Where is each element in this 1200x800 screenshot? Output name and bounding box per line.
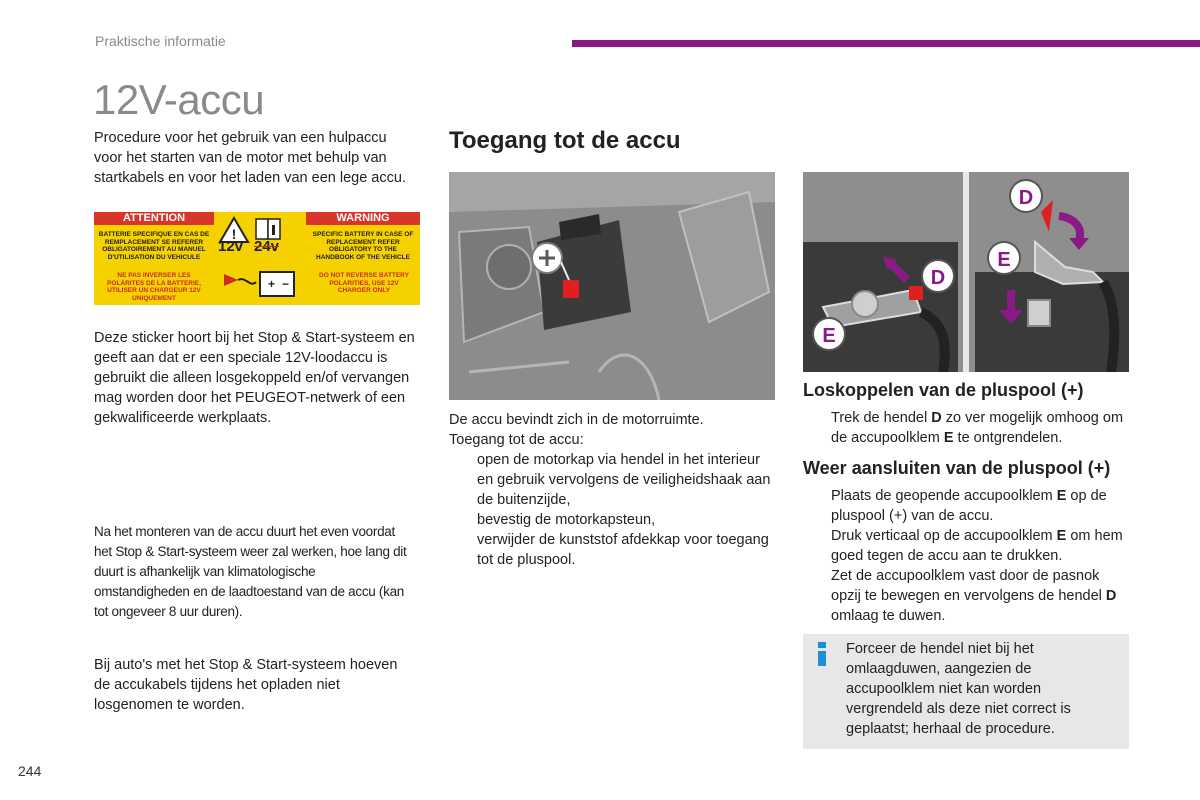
svg-text:E: E bbox=[997, 249, 1011, 271]
list-item: bevestig de motorkapsteun, bbox=[477, 512, 656, 528]
info-text: Forceer de hendel niet bij het omlaagduwen, aangezien de accupoolklem niet kan worden vergrendeld als deze niet correct is geplaatst; herhaal de procedure. bbox=[846, 641, 1071, 737]
access-heading: Toegang tot de accu bbox=[449, 127, 681, 154]
list-item: verwijder de kunststof afdekkap voor toegang tot de pluspool. bbox=[477, 532, 769, 568]
list-item: Trek de hendel D zo ver mogelijk omhoog om de accupoolklem E te ontgrendelen. bbox=[831, 410, 1124, 446]
positive-terminal-cap bbox=[563, 280, 579, 298]
list-item: Zet de accupoolklem vast door de pasnok opzij te bewegen en vervolgens de hendel D omlaag te duwen. bbox=[831, 568, 1117, 624]
info-box bbox=[803, 634, 1129, 749]
restart-note: Na het monteren van de accu duurt het even voordat het Stop & Start-systeem weer zal werken, hoe lang dit duurt is afhankelijk van klimatologische omstandigheden en de laadtoestand van de accu (kan tot ongeveer 8 uur duren). bbox=[94, 524, 407, 619]
info-icon bbox=[816, 642, 830, 668]
reconnect-heading: Weer aansluiten van de pluspool (+) bbox=[803, 458, 1111, 478]
sticker-en-bottom: DO NOT REVERSE BATTERY POLARITIES, USE 12V CHARGER ONLY bbox=[319, 272, 409, 294]
sticker-explanation: Deze sticker hoort bij het Stop & Start-systeem en geeft aan dat er een speciale 12V-loodaccu is gebruikt die alleen losgekoppeld en/of vervangen mag worden door het PEUGEOT-netwerk of een gekwalificeerde werkplaats. bbox=[94, 330, 415, 426]
header-accent-bar bbox=[572, 40, 1200, 47]
charging-note: Bij auto's met het Stop & Start-systeem hoeven de accukabels tijdens het opladen niet losgenomen te worden. bbox=[94, 657, 398, 713]
sticker-attention: ATTENTION bbox=[94, 212, 214, 225]
list-item: Druk verticaal op de accupoolklem E om hem goed tegen de accu aan te drukken. bbox=[831, 528, 1123, 564]
sticker-fr-bottom: NE PAS INVERSER LES POLARITES DE LA BATTERIE, UTILISER UN CHARGEUR 12V UNIQUEMENT bbox=[107, 272, 201, 302]
svg-text:+: + bbox=[268, 277, 276, 291]
sticker-12v: 12v bbox=[218, 238, 244, 255]
battery-location: De accu bevindt zich in de motorruimte. bbox=[449, 412, 704, 428]
reconnect-steps bbox=[803, 486, 1133, 626]
intro-text: Procedure voor het gebruik van een hulpaccu voor het starten van de motor met behulp van startkabels en voor het laden van een lege accu. bbox=[94, 130, 406, 186]
sticker-24v: 24v bbox=[254, 238, 280, 255]
list-item: open de motorkap via hendel in het interieur en gebruik vervolgens de veiligheidshaak aan de buitenzijde, bbox=[477, 452, 771, 508]
terminal-clamp-illustration bbox=[803, 172, 1129, 372]
engine-bay-illustration bbox=[449, 172, 775, 400]
sticker-en-top: SPECIFIC BATTERY IN CASE OF REPLACEMENT REFER OBLIGATORY TO THE HANDBOOK OF THE VEHICLE bbox=[312, 231, 414, 261]
sticker-warning: WARNING bbox=[306, 212, 420, 225]
list-item: Plaats de geopende accupoolklem E op de pluspool (+) van de accu. bbox=[831, 488, 1107, 524]
svg-text:!: ! bbox=[231, 226, 237, 242]
sticker-fr-top: BATTERIE SPECIFIQUE EN CAS DE REMPLACEMENT SE REFERER OBLIGATOIREMENT AU MANUEL D'UTILISATION DU VEHICULE bbox=[98, 231, 210, 261]
access-steps bbox=[449, 450, 779, 570]
disconnect-steps bbox=[803, 408, 1133, 448]
page-title: 12V-accu bbox=[93, 76, 265, 123]
battery-warning-sticker bbox=[94, 212, 420, 305]
page-number: 244 bbox=[18, 763, 42, 779]
svg-text:D: D bbox=[930, 267, 946, 289]
svg-text:E: E bbox=[822, 325, 836, 347]
charger-cable-icon bbox=[224, 274, 256, 286]
disconnect-heading: Loskoppelen van de pluspool (+) bbox=[803, 380, 1084, 400]
manual-book-icon bbox=[256, 219, 268, 239]
svg-text:−: − bbox=[282, 277, 290, 291]
section-label: Praktische informatie bbox=[95, 33, 226, 49]
access-intro: Toegang tot de accu: bbox=[449, 432, 584, 448]
sticker-pictograms bbox=[216, 216, 304, 302]
svg-text:D: D bbox=[1018, 187, 1034, 209]
